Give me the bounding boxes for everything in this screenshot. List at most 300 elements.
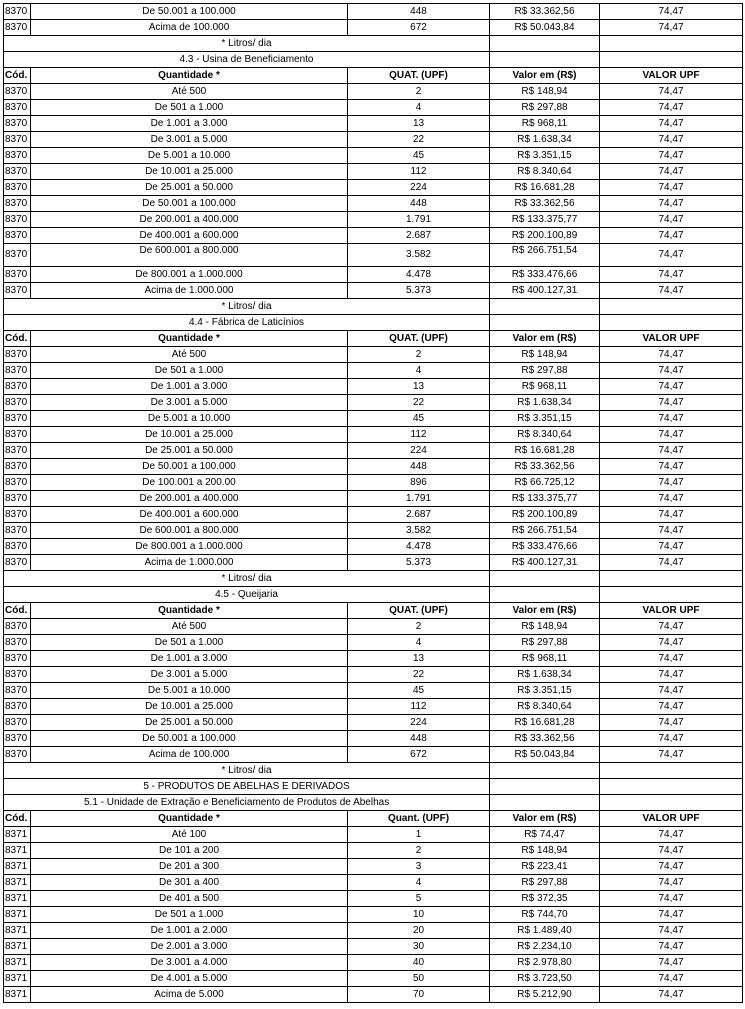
table-row [4,715,743,731]
table-row [4,148,743,164]
upf-value-cell: 74,47 [600,939,743,955]
code-cell: 8370 [4,411,31,427]
value-cell: R$ 297,88 [490,875,600,891]
code-cell: 8371 [4,859,31,875]
upf-quantity-cell: 4 [348,100,490,116]
value-cell: R$ 33.362,56 [490,731,600,747]
quantity-cell: De 400.001 a 600.000 [31,507,348,523]
table-row [4,859,743,875]
upf-value-cell: 74,47 [600,283,743,299]
upf-quantity-cell: 2.687 [348,507,490,523]
header-valor-upf: VALOR UPF [600,811,743,827]
quantity-cell: De 10.001 a 25.000 [31,699,348,715]
table-row [4,731,743,747]
header-cod: Cód. [4,331,31,347]
table-row [4,180,743,196]
quantity-cell: De 501 a 1.000 [31,100,348,116]
table-row [4,539,743,555]
quantity-cell: Acima de 1.000.000 [31,555,348,571]
upf-quantity-cell: 4 [348,363,490,379]
table-row [4,843,743,859]
upf-quantity-cell: 4.478 [348,267,490,283]
quantity-cell: De 201 a 300 [31,859,348,875]
table-row [4,667,743,683]
value-cell: R$ 148,94 [490,843,600,859]
quantity-cell: Acima de 100.000 [31,747,348,763]
value-cell: R$ 133.375,77 [490,491,600,507]
empty-cell [600,795,743,811]
column-header-row [4,603,743,619]
code-cell: 8370 [4,555,31,571]
quantity-cell: De 50.001 a 100.000 [31,196,348,212]
section-title: 4.5 - Queijaria [4,587,490,603]
value-cell: R$ 1.489,40 [490,923,600,939]
value-cell: R$ 148,94 [490,619,600,635]
quantity-cell: De 600.001 a 800.000 [31,244,348,267]
code-cell: 8370 [4,4,31,20]
header-quantity: Quantidade * [31,68,348,84]
value-cell: R$ 968,11 [490,651,600,667]
value-cell: R$ 133.375,77 [490,212,600,228]
code-cell: 8370 [4,635,31,651]
header-valor: Valor em (R$) [490,603,600,619]
header-cod: Cód. [4,811,31,827]
section-heading-row [4,795,743,811]
footnote-row [4,571,743,587]
upf-quantity-cell: 448 [348,196,490,212]
quantity-cell: De 5.001 a 10.000 [31,683,348,699]
upf-value-cell: 74,47 [600,148,743,164]
upf-value-cell: 74,47 [600,4,743,20]
empty-cell [600,315,743,331]
value-cell: R$ 744,70 [490,907,600,923]
table-row [4,347,743,363]
value-cell: R$ 1.638,34 [490,132,600,148]
code-cell: 8370 [4,379,31,395]
value-cell: R$ 33.362,56 [490,196,600,212]
upf-quantity-cell: 40 [348,955,490,971]
quantity-cell: De 101 a 200 [31,843,348,859]
value-cell: R$ 297,88 [490,363,600,379]
quantity-cell: Até 500 [31,84,348,100]
upf-quantity-cell: 5.373 [348,555,490,571]
upf-quantity-cell: 448 [348,731,490,747]
empty-cell [490,299,600,315]
quantity-cell: Acima de 100.000 [31,20,348,36]
value-cell: R$ 16.681,28 [490,180,600,196]
quantity-cell: De 3.001 a 5.000 [31,132,348,148]
table-row [4,987,743,1003]
code-cell: 8370 [4,699,31,715]
footnote-litros: * Litros/ dia [4,36,490,52]
upf-quantity-cell: 22 [348,667,490,683]
header-valor: Valor em (R$) [490,68,600,84]
table-row [4,132,743,148]
code-cell: 8370 [4,715,31,731]
code-cell: 8371 [4,923,31,939]
header-valor: Valor em (R$) [490,811,600,827]
code-cell: 8370 [4,651,31,667]
upf-quantity-cell: 2 [348,843,490,859]
upf-quantity-cell: 448 [348,459,490,475]
header-upf: QUAT. (UPF) [348,331,490,347]
upf-quantity-cell: 13 [348,379,490,395]
code-cell: 8370 [4,20,31,36]
upf-value-cell: 74,47 [600,699,743,715]
upf-value-cell: 74,47 [600,619,743,635]
table-row [4,84,743,100]
value-cell: R$ 200.100,89 [490,228,600,244]
quantity-cell: De 4.001 a 5.000 [31,971,348,987]
upf-value-cell: 74,47 [600,164,743,180]
footnote-row [4,299,743,315]
code-cell: 8371 [4,827,31,843]
value-cell: R$ 266.751,54 [490,523,600,539]
quantity-cell: De 200.001 a 400.000 [31,491,348,507]
upf-quantity-cell: 5 [348,891,490,907]
quantity-cell: De 10.001 a 25.000 [31,164,348,180]
quantity-cell: De 1.001 a 3.000 [31,379,348,395]
upf-value-cell: 74,47 [600,411,743,427]
code-cell: 8370 [4,283,31,299]
quantity-cell: De 501 a 1.000 [31,635,348,651]
section-heading-row [4,587,743,603]
empty-cell [600,763,743,779]
quantity-cell: De 5.001 a 10.000 [31,148,348,164]
upf-quantity-cell: 3 [348,859,490,875]
table-row [4,907,743,923]
empty-cell [490,315,600,331]
table-row [4,212,743,228]
upf-value-cell: 74,47 [600,507,743,523]
upf-value-cell: 74,47 [600,875,743,891]
value-cell: R$ 333.476,66 [490,267,600,283]
quantity-cell: Até 500 [31,619,348,635]
code-cell: 8371 [4,971,31,987]
upf-quantity-cell: 45 [348,683,490,699]
header-quantity: Quantidade * [31,603,348,619]
upf-quantity-cell: 22 [348,395,490,411]
empty-cell [600,299,743,315]
code-cell: 8370 [4,180,31,196]
value-cell: R$ 297,88 [490,100,600,116]
header-quantity: Quantidade * [31,811,348,827]
header-cod: Cód. [4,68,31,84]
quantity-cell: De 200.001 a 400.000 [31,212,348,228]
upf-value-cell: 74,47 [600,907,743,923]
code-cell: 8370 [4,267,31,283]
table-row [4,116,743,132]
table-row [4,939,743,955]
table-row [4,683,743,699]
upf-value-cell: 74,47 [600,731,743,747]
upf-quantity-cell: 1.791 [348,212,490,228]
table-row [4,491,743,507]
quantity-cell: De 3.001 a 4.000 [31,955,348,971]
table-row [4,379,743,395]
code-cell: 8370 [4,459,31,475]
value-cell: R$ 16.681,28 [490,715,600,731]
section-title: 4.3 - Usina de Beneficiamento [4,52,490,68]
table-row [4,267,743,283]
table-row [4,971,743,987]
code-cell: 8370 [4,619,31,635]
upf-value-cell: 74,47 [600,132,743,148]
upf-value-cell: 74,47 [600,212,743,228]
table-row [4,955,743,971]
table-row [4,923,743,939]
upf-quantity-cell: 4 [348,635,490,651]
upf-quantity-cell: 20 [348,923,490,939]
upf-value-cell: 74,47 [600,491,743,507]
section-heading-row [4,315,743,331]
code-cell: 8370 [4,491,31,507]
value-cell: R$ 74,47 [490,827,600,843]
upf-value-cell: 74,47 [600,635,743,651]
upf-quantity-cell: 50 [348,971,490,987]
value-cell: R$ 8.340,64 [490,164,600,180]
value-cell: R$ 8.340,64 [490,699,600,715]
quantity-cell: De 5.001 a 10.000 [31,411,348,427]
quantity-cell: De 1.001 a 3.000 [31,651,348,667]
value-cell: R$ 1.638,34 [490,667,600,683]
code-cell: 8370 [4,539,31,555]
upf-value-cell: 74,47 [600,747,743,763]
value-cell: R$ 50.043,84 [490,20,600,36]
upf-value-cell: 74,47 [600,180,743,196]
upf-quantity-cell: 224 [348,715,490,731]
upf-value-cell: 74,47 [600,427,743,443]
table-row [4,635,743,651]
code-cell: 8370 [4,84,31,100]
empty-cell [490,795,600,811]
value-cell: R$ 5.212,90 [490,987,600,1003]
value-cell: R$ 16.681,28 [490,443,600,459]
upf-quantity-cell: 448 [348,4,490,20]
footnote-row [4,36,743,52]
quantity-cell: De 401 a 500 [31,891,348,907]
table-row [4,747,743,763]
code-cell: 8371 [4,891,31,907]
upf-value-cell: 74,47 [600,395,743,411]
upf-quantity-cell: 672 [348,747,490,763]
header-upf: QUAT. (UPF) [348,68,490,84]
quantity-cell: De 800.001 a 1.000.000 [31,267,348,283]
code-cell: 8370 [4,363,31,379]
code-cell: 8370 [4,148,31,164]
quantity-cell: De 100.001 a 200.00 [31,475,348,491]
value-cell: R$ 223,41 [490,859,600,875]
quantity-cell: Acima de 1.000.000 [31,283,348,299]
code-cell: 8371 [4,939,31,955]
header-valor-upf: VALOR UPF [600,331,743,347]
upf-quantity-cell: 672 [348,20,490,36]
code-cell: 8370 [4,683,31,699]
code-cell: 8370 [4,395,31,411]
upf-quantity-cell: 4.478 [348,539,490,555]
value-cell: R$ 33.362,56 [490,4,600,20]
upf-value-cell: 74,47 [600,715,743,731]
code-cell: 8370 [4,475,31,491]
quantity-cell: De 800.001 a 1.000.000 [31,539,348,555]
upf-value-cell: 74,47 [600,363,743,379]
quantity-cell: De 50.001 a 100.000 [31,731,348,747]
value-cell: R$ 400.127,31 [490,283,600,299]
upf-value-cell: 74,47 [600,523,743,539]
upf-value-cell: 74,47 [600,459,743,475]
value-cell: R$ 1.638,34 [490,395,600,411]
value-cell: R$ 8.340,64 [490,427,600,443]
header-valor-upf: VALOR UPF [600,68,743,84]
upf-quantity-cell: 13 [348,116,490,132]
table-row [4,427,743,443]
section-title: 5.1 - Unidade de Extração e Beneficiamento de Produtos de Abelhas [4,795,490,811]
table-row [4,4,743,20]
code-cell: 8371 [4,987,31,1003]
table-row [4,395,743,411]
value-cell: R$ 50.043,84 [490,747,600,763]
empty-cell [600,587,743,603]
footnote-litros: * Litros/ dia [4,763,490,779]
code-cell: 8371 [4,875,31,891]
code-cell: 8371 [4,843,31,859]
quantity-cell: De 3.001 a 5.000 [31,667,348,683]
fee-table [3,3,743,1003]
upf-quantity-cell: 2 [348,84,490,100]
code-cell: 8370 [4,100,31,116]
upf-quantity-cell: 2 [348,619,490,635]
upf-value-cell: 74,47 [600,651,743,667]
table-row [4,475,743,491]
upf-value-cell: 74,47 [600,987,743,1003]
upf-quantity-cell: 3.582 [348,523,490,539]
section-title: 5 - PRODUTOS DE ABELHAS E DERIVADOS [4,779,490,795]
upf-quantity-cell: 4 [348,875,490,891]
value-cell: R$ 66.725,12 [490,475,600,491]
code-cell: 8370 [4,747,31,763]
code-cell: 8370 [4,667,31,683]
empty-cell [490,587,600,603]
table-row [4,459,743,475]
table-row [4,507,743,523]
header-cod: Cód. [4,603,31,619]
quantity-cell: De 1.001 a 2.000 [31,923,348,939]
empty-cell [600,52,743,68]
value-cell: R$ 333.476,66 [490,539,600,555]
upf-quantity-cell: 5.373 [348,283,490,299]
value-cell: R$ 148,94 [490,84,600,100]
column-header-row [4,331,743,347]
code-cell: 8370 [4,116,31,132]
upf-value-cell: 74,47 [600,84,743,100]
code-cell: 8370 [4,132,31,148]
footnote-row [4,763,743,779]
header-upf: Quant. (UPF) [348,811,490,827]
header-valor: Valor em (R$) [490,331,600,347]
value-cell: R$ 968,11 [490,116,600,132]
upf-value-cell: 74,47 [600,347,743,363]
upf-value-cell: 74,47 [600,667,743,683]
empty-cell [600,779,743,795]
table-row [4,443,743,459]
upf-quantity-cell: 2 [348,347,490,363]
upf-quantity-cell: 30 [348,939,490,955]
footnote-litros: * Litros/ dia [4,299,490,315]
upf-quantity-cell: 22 [348,132,490,148]
quantity-cell: De 1.001 a 3.000 [31,116,348,132]
table-row [4,244,743,267]
header-quantity: Quantidade * [31,331,348,347]
empty-cell [490,52,600,68]
upf-quantity-cell: 112 [348,427,490,443]
upf-quantity-cell: 70 [348,987,490,1003]
quantity-cell: De 3.001 a 5.000 [31,395,348,411]
value-cell: R$ 3.351,15 [490,411,600,427]
upf-quantity-cell: 224 [348,443,490,459]
empty-cell [490,36,600,52]
table-row [4,100,743,116]
upf-value-cell: 74,47 [600,971,743,987]
upf-value-cell: 74,47 [600,955,743,971]
empty-cell [600,571,743,587]
upf-quantity-cell: 3.582 [348,244,490,267]
table-row [4,651,743,667]
quantity-cell: De 25.001 a 50.000 [31,180,348,196]
quantity-cell: De 10.001 a 25.000 [31,427,348,443]
table-row [4,363,743,379]
table-row [4,699,743,715]
code-cell: 8370 [4,507,31,523]
code-cell: 8370 [4,443,31,459]
value-cell: R$ 266.751,54 [490,244,600,267]
value-cell: R$ 297,88 [490,635,600,651]
code-cell: 8370 [4,196,31,212]
upf-quantity-cell: 112 [348,164,490,180]
quantity-cell: De 50.001 a 100.000 [31,459,348,475]
code-cell: 8371 [4,907,31,923]
upf-value-cell: 74,47 [600,379,743,395]
footnote-litros: * Litros/ dia [4,571,490,587]
code-cell: 8370 [4,228,31,244]
upf-value-cell: 74,47 [600,267,743,283]
upf-value-cell: 74,47 [600,196,743,212]
value-cell: R$ 200.100,89 [490,507,600,523]
value-cell: R$ 2.978,80 [490,955,600,971]
value-cell: R$ 372,35 [490,891,600,907]
upf-value-cell: 74,47 [600,923,743,939]
empty-cell [490,779,600,795]
upf-quantity-cell: 1 [348,827,490,843]
quantity-cell: De 25.001 a 50.000 [31,443,348,459]
table-row [4,20,743,36]
quantity-cell: Acima de 5.000 [31,987,348,1003]
quantity-cell: De 50.001 a 100.000 [31,4,348,20]
upf-quantity-cell: 896 [348,475,490,491]
table-row [4,555,743,571]
quantity-cell: De 501 a 1.000 [31,363,348,379]
code-cell: 8370 [4,523,31,539]
code-cell: 8370 [4,347,31,363]
table-row [4,283,743,299]
header-upf: QUAT. (UPF) [348,603,490,619]
table-row [4,228,743,244]
table-row [4,196,743,212]
upf-value-cell: 74,47 [600,100,743,116]
table-row [4,875,743,891]
upf-quantity-cell: 45 [348,148,490,164]
table-row [4,827,743,843]
upf-value-cell: 74,47 [600,555,743,571]
